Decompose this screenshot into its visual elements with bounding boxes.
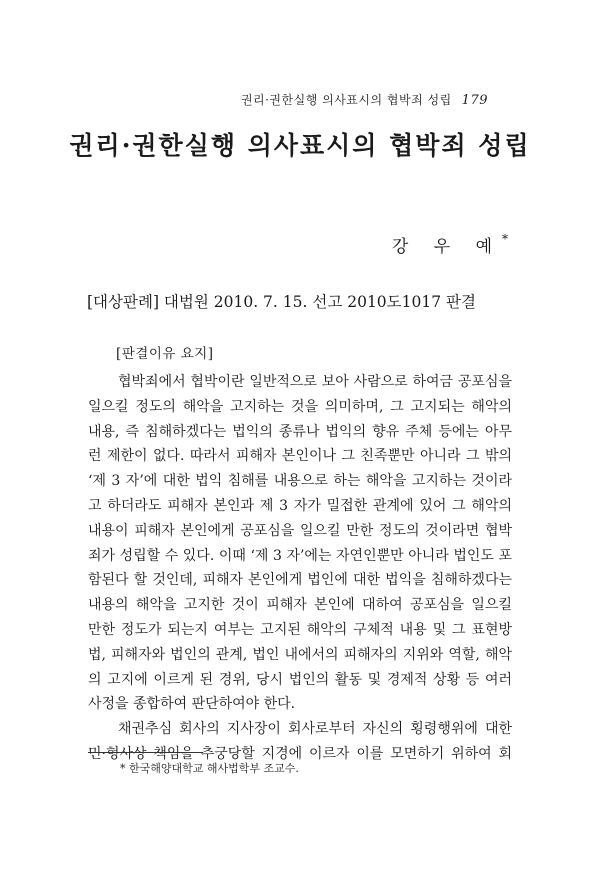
page-number: 179	[461, 93, 488, 108]
case-citation: [대상판례] 대법원 2010. 7. 15. 선고 2010도1017 판결	[87, 293, 476, 311]
body-line: 민·형사상 책임을 추궁당할 지경에 이르자 이를 모면하기 위하여 회	[88, 745, 512, 762]
body-line: 내용이 피해자 본인에게 공포심을 일으킬 만한 정도의 것이라면 협박	[88, 522, 512, 539]
running-title: 권리·권한실행 의사표시의 협박죄 성립	[240, 93, 452, 107]
body-line: 내용의 해악을 고지한 것이 피해자 본인에 대하여 공포심을 일으킬	[88, 597, 512, 614]
author-line	[392, 232, 508, 257]
body-line: ‘제 3 자’에 대한 법익 침해를 내용으로 하는 해악을 고지하는 것이라	[88, 473, 512, 490]
body-line: 사정을 종합하여 판단하여야 한다.	[88, 696, 296, 713]
body-line: 만한 정도가 되는지 여부는 고지된 해악의 구체적 내용 및 그 표현방	[88, 621, 512, 638]
footnote: * 한국해양대학교 해사법학부 조교수.	[120, 762, 299, 775]
footnote-divider	[88, 752, 203, 753]
body-line: 채권추심 회사의 지사장이 회사로부터 자신의 횡령행위에 대한	[118, 721, 512, 738]
article-title: 권리·권한실행 의사표시의 협박죄 성립	[69, 131, 531, 160]
body-line: 런 제한이 없다. 따라서 피해자 본인이나 그 친족뿐만 아니라 그 밖의	[88, 448, 512, 465]
body-line: 내용, 즉 침해하겠다는 법익의 종류나 법익의 향유 주체 등에는 아무	[88, 423, 512, 440]
body-text	[88, 370, 512, 767]
body-line: 죄가 성립할 수 있다. 이때 ‘제 3 자’에는 자연인뿐만 아니라 법인도 포	[88, 547, 512, 564]
body-line: 협박죄에서 협박이란 일반적으로 보아 사람으로 하여금 공포심을	[118, 374, 512, 390]
author-footnote-mark: *	[502, 232, 508, 247]
author-name: 강 우 예	[391, 237, 502, 257]
running-header	[241, 91, 488, 108]
body-line: 함된다 할 것인데, 피해자 본인에게 법인에 대한 법익을 침해하겠다는	[88, 572, 512, 589]
body-line: 법, 피해자와 법인의 관계, 법인 내에서의 피해자의 지위와 역할, 해악	[88, 646, 512, 663]
body-line: 일으킬 정도의 해악을 고지하는 것을 의미하며, 그 고지되는 해악의	[88, 398, 512, 415]
body-line: 의 고지에 이르게 된 경위, 당시 법인의 활동 및 경제적 상황 등 여러	[88, 671, 512, 688]
section-label: [판결이유 요지]	[116, 346, 214, 362]
body-line: 고 하더라도 피해자 본인과 제 3 자가 밀접한 관계에 있어 그 해악의	[88, 497, 512, 514]
